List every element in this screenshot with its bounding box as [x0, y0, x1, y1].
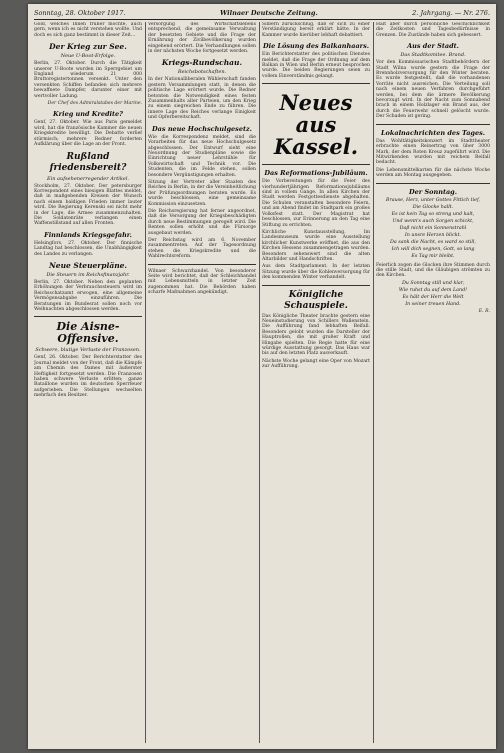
subheadline: Die Steuern im Reichsfinanzjahr.: [46, 271, 130, 278]
poem-line: Du Sonntag still und klar,: [401, 280, 465, 286]
poem-line: Es ist kein Tag so streng und kalt,: [391, 211, 475, 217]
headline-local-news: Lokalnachrichten des Tages.: [380, 128, 486, 137]
article-text: Genf, 27. Oktober. Wie aus Paris gemeldet wird, hat die französische Kammer die neuen Kriegskredite bewilligt. Die Debatte verlief stürmisch; mehrere Redner forderten Aufklärung über die Lage an der Front.: [34, 120, 142, 148]
column-divider: [145, 22, 146, 743]
header-issue: 2. Jahrgang. — Nr. 276.: [412, 9, 490, 17]
section-rule: [262, 83, 370, 84]
headline-war-review: Kriegs-Rundschau.: [161, 58, 243, 68]
column-divider: [259, 22, 260, 743]
article-text: Gold, welches Ihnen früher möchte, auch gern, wenn ich es nicht verstehen wollte. Und doch es sich ganz bestimmt in dieser Zeit...: [34, 22, 142, 38]
article-text: Feierlich zogen die Glocken ihre Stimmen durch die stille Stadt, und die Gläubigen strömten zu den Kirchen.: [376, 262, 490, 279]
article-text: Ein Berichterstatter des politischen Dienstes meldet, daß die Frage der Ordnung auf dem Balkan in Wien und Berlin erneut besprochen wurde. Die beiden Regierungen seien zu vollem Einverständnis gelangt.: [262, 52, 370, 79]
article-text: Sitzung der Vertreter aller Staaten des Reiches in Berlin, in der die Vereinheitlichung der Prüfungsordnungen beraten wurde. Es wurde beschlossen, eine gemeinsame Kommission einzusetzen.: [148, 179, 256, 207]
column-3: [262, 22, 370, 743]
subheadline: Ein aufsehenerregender Artikel.: [46, 175, 130, 182]
section-rule: [376, 183, 490, 184]
poem: [376, 198, 490, 260]
headline-russia: Rußland friedensbereit?: [49, 151, 127, 173]
article-text: Genf, 26. Oktober. Der Berichterstatter des Journal meldet von der Front, daß die Kämpfe am Chemin des Dames mit äußerster Heftigkeit fortgesetzt werden. Die Franzosen haben schwere Verluste erlitten; ganze Bataillone wurden im deutschen Sperrfeuer aufgerieben. Die Stellungen wechselten mehrfach den Besitzer.: [34, 355, 142, 399]
poem-line: In seiner treuen Hand.: [405, 301, 461, 307]
section-rule: [148, 264, 256, 265]
article-text: Hält aber durch persönliche Geschicklichkeit die Zeitkosten und Tagesbedürfnisse in Grenzen. Die Zustände haben sich gebessert.: [376, 22, 490, 38]
headline-city-news: Aus der Stadt.: [407, 42, 459, 51]
poem-line: Es hält der Herr die Welt: [402, 294, 464, 300]
poem-line: Es Tag mir bleibt.: [411, 253, 455, 259]
poem-line: In unsre Herzen blickt.: [404, 232, 462, 238]
article-text: Versorgung des Wirtschaftslebens entsprechend, die gemeinsame Verwaltung der besetzten Gebiete und die Frage der Ernährung der Zivilbevölkerung wurden eingehend erörtert. Die Verhandlungen sollen in der nächsten Woche fortgesetzt werden.: [148, 22, 256, 55]
article-text: Das Königliche Theater brachte gestern eine Neueinstudierung von Schillers Wallenstein. Die Aufführung fand lebhaften Beifall. Besonders gelobt wurden die Darsteller der Hauptrollen, die mit großer Kraft und Hingabe spielten. Die Regie hatte für eine würdige Ausstattung gesorgt. Das Haus war bis auf den letzten Platz ausverkauft.: [262, 313, 370, 357]
article-text: Die Reichsregierung hat ferner angeordnet, daß die Versorgung der Kriegsbeschädigten durch neue Bestimmungen geregelt wird. Die Renten sollen erhöht und die Fürsorge ausgebaut werden.: [148, 208, 256, 236]
headline-war-credits: Krieg und Kredite?: [53, 110, 123, 119]
article-text: Aus dem Stadtparlament. In der letzten Sitzung wurde über die Kohlenversorgung für den kommenden Winter verhandelt.: [262, 264, 370, 281]
section-rule: [262, 285, 370, 286]
article-text: Berlin, 27. Oktober. Durch die Tätigkeit unserer U-Boote wurden im Sperrgebiet um England wiederum 21 000 Bruttoregistertonnen versenkt. Unter den versenkten Schiffen befanden sich mehrere bewaffnete Dampfer, darunter einer mit wertvoller Ladung.: [34, 61, 142, 99]
article-text: Vor den Kommissarischen Stadtbehördern der Stadt Wilna wurde gestern die Frage der Brennholzversorgung für den Winter beraten. Es wurde festgestellt, daß die vorhandenen Vorräte nicht ausreichen. Die Verteilung soll nach einem neuen Verfahren durchgeführt werden, bei dem die ärmere Bevölkerung bevorzugt wird. In der Nacht zum Sonnabend brach in einem Holzlager ein Brand aus, der durch die Feuerwehr schnell gelöscht wurde. Der Schaden ist gering.: [376, 60, 490, 120]
subheadline: Schwere, blutige Verluste der Franzosen.: [35, 347, 141, 354]
poem-line: Und wenn's auch Sorgen schickt,: [392, 218, 474, 224]
page-header: [34, 7, 490, 20]
article-text: Silbern zurückschlug, daß er sich zu einer Verständigung bereit erklärt hätte. In der Kammer wurde hierüber lebhaft debattiert.: [262, 22, 370, 38]
article-text: Das Wohltätigkeitskonzert im Stadttheater erbrachte einen Reinertrag von über 3000 Mark, der dem Roten Kreuz zugeführt wird. Die Mitwirkenden wurden mit reichem Beifall bedacht.: [376, 138, 490, 166]
section-rule: [34, 316, 142, 317]
article-text: In der Nationalliberalen Wählerschaft fanden gestern Versammlungen statt, in denen die politische Lage erörtert wurde. Die Redner betonten die Notwendigkeit eines festen Zusammenhalts aller Parteien, um den Krieg zu einem siegreichen Ende zu führen. Die innere Lage des Reiches verlange Einigkeit und Opferbereitschaft.: [148, 77, 256, 121]
headline-aisne-offensive: Die Aisne-Offensive.: [56, 320, 120, 346]
poem-line: Brause, Herz, unter Gottes Fittich tief,: [385, 197, 481, 203]
newspaper-page: [28, 4, 496, 749]
poem-line: Da sank die Nacht, es ward so still,: [390, 239, 476, 245]
article-text: Nächste Woche gelangt eine Oper von Mozart zur Aufführung.: [262, 358, 370, 370]
section-rule: [376, 124, 490, 125]
subheadline: Reichsbotschaften.: [177, 69, 227, 76]
poem-line: Die Glocke hallt.: [412, 204, 454, 210]
article-text: Stockholm, 27. Oktober. Der petersburger Korrespondent eines hiesigen Blattes meldet, daß in maßgebenden Kreisen der Wunsch nach einem baldigen Frieden immer lauter wird. Die Regierung Kerenski sei nicht mehr in der Lage, die Armee zusammenzuhalten. Die Soldatenräte verlangen einen Waffenstillstand auf allen Fronten.: [34, 183, 142, 227]
article-text: Der Reichstag wird am 6. November zusammentreten. Auf der Tagesordnung stehen die Kriegskredite und die Wahlrechtsreform.: [148, 238, 256, 260]
headline-tax: Neue Steuerpläne.: [48, 260, 128, 270]
poem: [376, 281, 490, 308]
headline-finland: Finnlands Kriegsgefahr.: [44, 230, 132, 239]
subheadline: Das Stadtkomitee. Brand.: [400, 52, 466, 59]
headline-war-at-sea: Der Krieg zur See.: [49, 42, 127, 52]
column-2: [148, 22, 256, 743]
article-text: Helsingfors, 27. Oktober. Der finnische Landtag hat beschlossen, die Unabhängigkeit des Landes zu verlangen.: [34, 240, 142, 257]
subheadline: Neue U-Boot-Erfolge.: [60, 53, 116, 60]
article-text: Die Lebensmittelkarten für die nächste Woche werden am Montag ausgegeben.: [376, 167, 490, 179]
header-date: Sonntag, 28. Oktober 1917.: [34, 9, 126, 17]
headline-sunday: Der Sonntag.: [409, 187, 457, 196]
headline-balkan: Die Lösung des Balkanhaars.: [262, 42, 370, 51]
poem-line: Ich will dich segnen, Gott, so lang: [391, 246, 475, 252]
article-text: Wie die Korrespondenz meldet, sind die Vorarbeiten für das neue Hochschulgesetz abgeschlossen. Der Entwurf sieht eine Neuordnung der Studienpläne sowie die Einrichtung neuer Lehrstühle für Volkswirtschaft und Technik vor. Die Studenten, die im Felde stehen, sollen besondere Vergünstigungen erhalten.: [148, 134, 256, 178]
section-rule: [262, 164, 370, 165]
headline-news-from-kassel: Neues aus Kassel.: [273, 90, 359, 160]
author-signature: E. R.: [478, 308, 490, 314]
headline-reformation-jubilee: Das Reformations-Jubiläum.: [264, 169, 368, 178]
column-1: [34, 22, 142, 743]
article-text: Der Chef des Admiralstabes der Marine.: [47, 101, 142, 107]
article-text: Die Vorbereitungen für die Feier des vierhundertjährigen Reformationsjubiläums sind in vollem Gange. In allen Kirchen der Stadt werden Festgottesdienste abgehalten. Die Schulen veranstalten besondere Feiern, und am Abend findet im Stadtpark ein großes Volksfest statt. Der Magistrat hat beschlossen, zur Erinnerung an den Tag eine Stiftung zu errichten.: [262, 179, 370, 228]
article-text: Berlin, 27. Oktober. Neben den geplanten Erhöhungen der Verbrauchssteuern wird im Reichsschatzamt erwogen, eine allgemeine Vermögensabgabe einzuführen. Die Beratungen im Bundesrat sollen noch vor Weihnachten abgeschlossen werden.: [34, 279, 142, 312]
poem-line: Daß nicht ein Sonnenstrahl: [399, 225, 467, 231]
article-text: Kirchliche Kunstausstellung. Im Landesmuseum wurde eine Ausstellung kirchlicher Kunstwerke eröffnet, die aus den Kirchen Hessens zusammengetragen wurden. Besonders sehenswert sind die alten Altarbilder und Handschriften.: [262, 229, 370, 262]
column-divider: [373, 22, 374, 743]
headline-university-law: Das neue Hochschulgesetz.: [152, 124, 252, 133]
headline-royal-theatre: Königliche Schauspiele.: [284, 289, 348, 311]
article-text: Wilnaer Schwarzhandel. Von besonderer Seite wird berichtet, daß der Schleichhandel mit Lebensmitteln in letzter Zeit zugenommen hat. Die Behörden haben scharfe Maßnahmen angekündigt.: [148, 268, 256, 296]
column-4: [376, 22, 490, 743]
header-masthead: Wilnaer Deutsche Zeitung.: [219, 9, 318, 17]
poem-line: Wie ruhst du auf dem Land!: [398, 287, 468, 293]
